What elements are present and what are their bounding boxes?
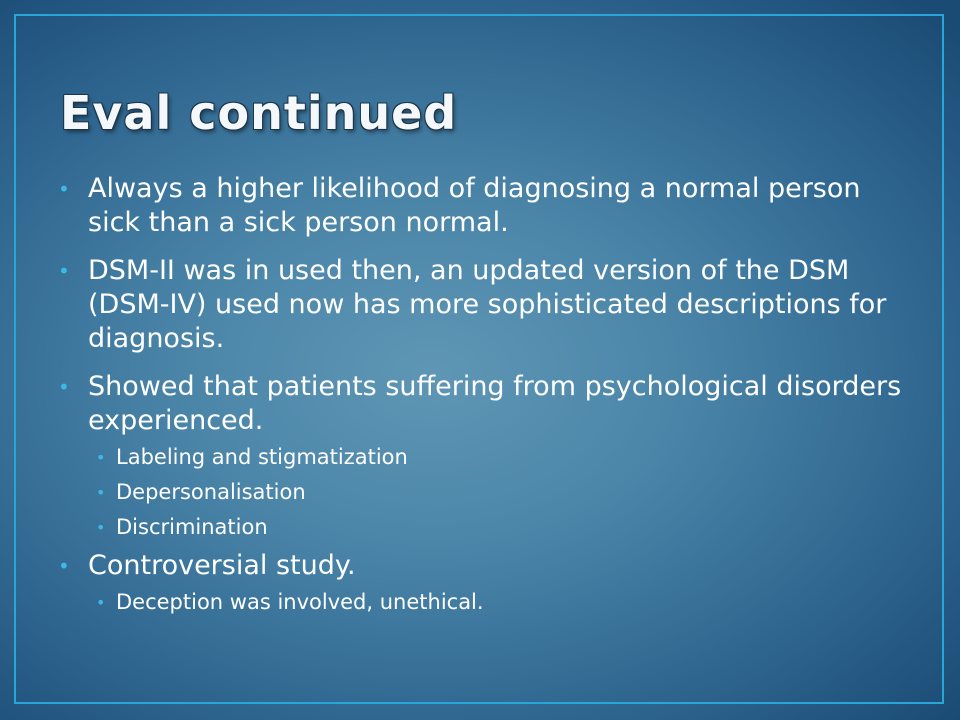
bullet-dot-icon: • <box>58 554 70 578</box>
bullet-item <box>56 549 916 616</box>
bullet-text: Always a higher likelihood of diagnosing a normal person sick than a sick person normal. <box>88 173 861 238</box>
bullet-dot-icon: • <box>58 177 70 201</box>
bullet-item <box>56 370 916 541</box>
sub-bullet-text: Deception was involved, unethical. <box>116 590 484 614</box>
bullet-list <box>56 172 916 624</box>
sub-bullet-item <box>86 444 916 471</box>
bullet-text: DSM-II was in used then, an updated version of the DSM (DSM-IV) used now has more sophisticated descriptions for diagnosis. <box>88 255 887 354</box>
bullet-dot-icon: • <box>58 259 70 283</box>
bullet-text: Showed that patients suffering from psychological disorders experienced. <box>88 371 902 436</box>
sub-bullet-dot-icon: • <box>96 483 106 502</box>
bullet-dot-icon: • <box>58 375 70 399</box>
sub-bullet-list <box>86 589 916 616</box>
sub-bullet-item <box>86 514 916 541</box>
sub-bullet-dot-icon: • <box>96 518 106 537</box>
sub-bullet-dot-icon: • <box>96 593 106 612</box>
bullet-text: Controversial study. <box>88 550 356 581</box>
bullet-item <box>56 172 916 240</box>
sub-bullet-item <box>86 589 916 616</box>
sub-bullet-item <box>86 479 916 506</box>
bullet-item <box>56 254 916 356</box>
sub-bullet-text: Discrimination <box>116 515 268 539</box>
sub-bullet-text: Labeling and stigmatization <box>116 445 408 469</box>
sub-bullet-dot-icon: • <box>96 448 106 467</box>
sub-bullet-list <box>86 444 916 541</box>
slide-title: Eval continued <box>60 86 458 140</box>
sub-bullet-text: Depersonalisation <box>116 480 306 504</box>
